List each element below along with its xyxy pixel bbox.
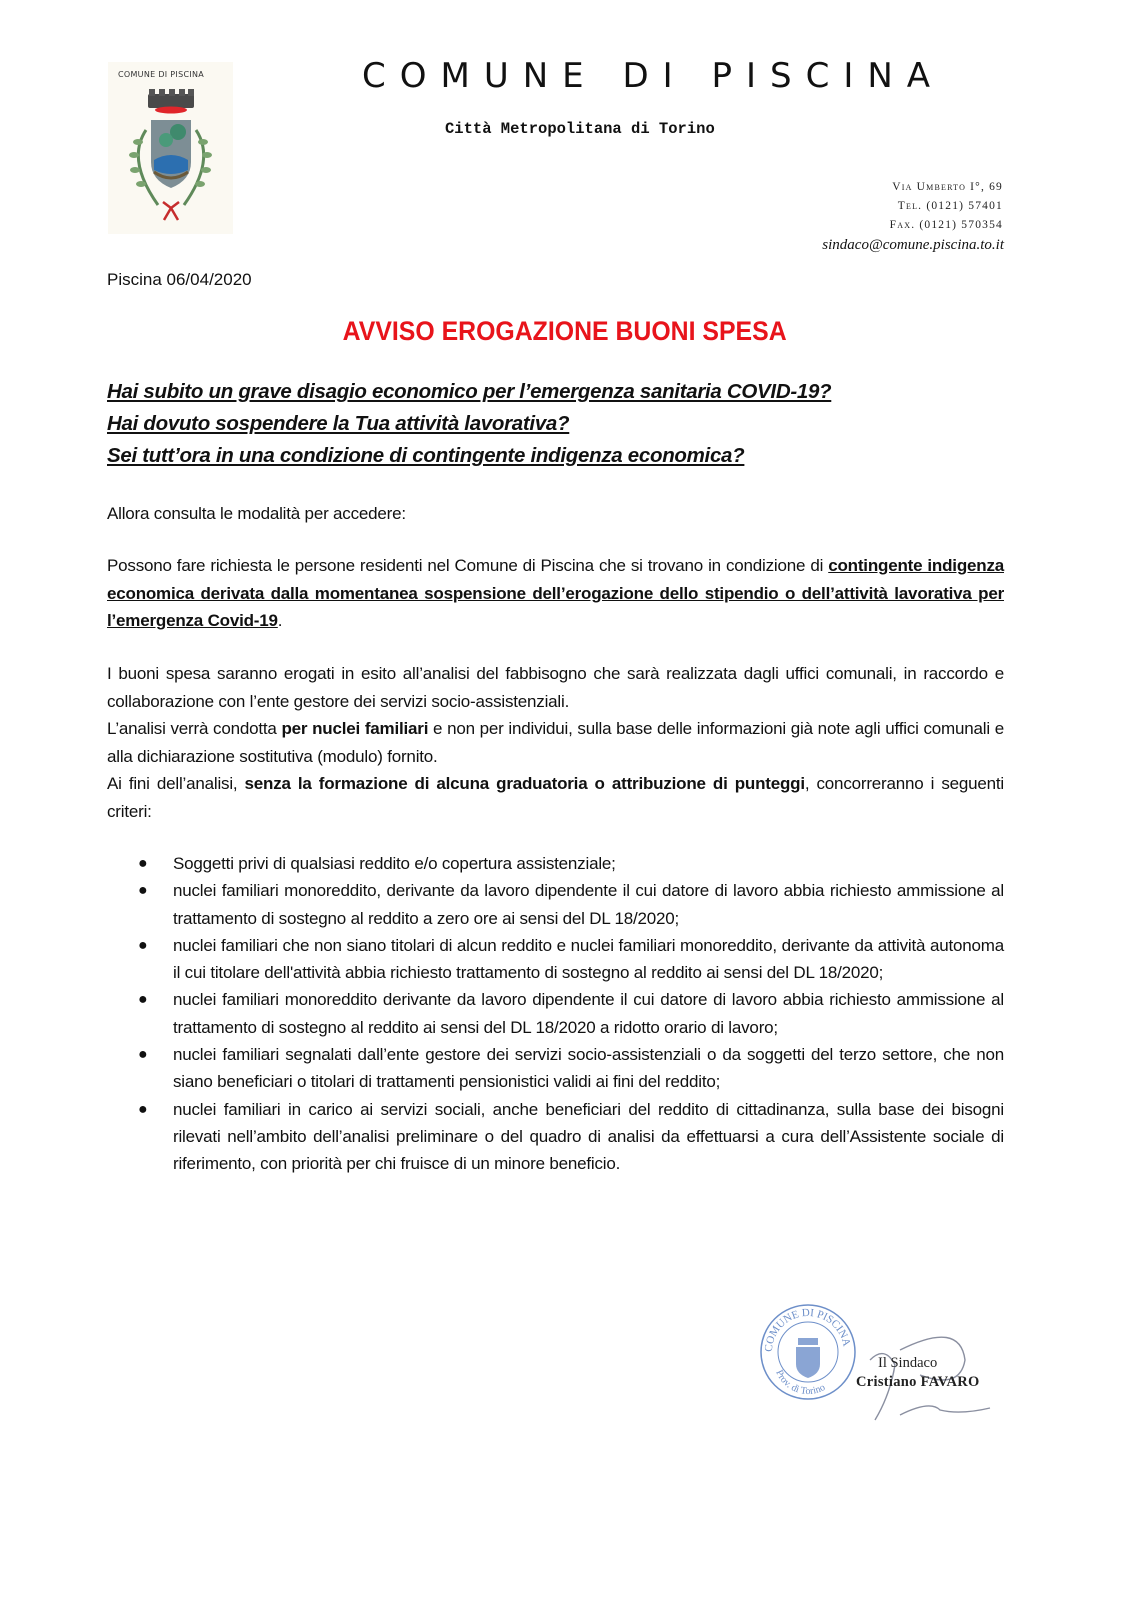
phone: Tel. (0121) 57401 bbox=[897, 200, 1003, 212]
address: Via Umberto I°, 69 bbox=[892, 181, 1003, 193]
analysis-line-3-pre: Ai fini dell’analisi, bbox=[107, 774, 245, 793]
bullet-icon: ● bbox=[138, 882, 148, 900]
intro-text: Allora consulta le modalità per accedere: bbox=[107, 504, 406, 523]
analysis-line-2-post: e non per individui, sulla base delle informazioni già note agli uffici comunali e alla dichiarazione sostitutiva (modulo) fornito. bbox=[107, 719, 1004, 766]
fax: Fax. (0121) 570354 bbox=[889, 219, 1003, 231]
contact-block bbox=[890, 178, 1003, 235]
criteria-item bbox=[138, 986, 1004, 1041]
bullet-icon: ● bbox=[138, 936, 148, 954]
criteria-item bbox=[138, 1041, 1004, 1096]
criteria-item bbox=[138, 1096, 1004, 1178]
criteria-item bbox=[138, 850, 1004, 877]
analysis-line-3-post: , concorreranno i seguenti criteri: bbox=[107, 774, 1004, 821]
svg-text:COMUNE DI PISCINA: COMUNE DI PISCINA bbox=[762, 1306, 853, 1353]
notice-title: AVVISO EROGAZIONE BUONI SPESA bbox=[342, 316, 787, 346]
signatory-name: Cristiano FAVARO bbox=[856, 1374, 980, 1390]
bullet-icon: ● bbox=[138, 1046, 148, 1064]
criteria-list bbox=[138, 850, 1004, 1178]
criteria-text: nuclei familiari monoreddito derivante da lavoro dipendente il cui datore di lavoro abbia richiesto ammissione al trattamento di sostegno al reddito ai sensi del DL 18/2020 a ridotto orario di lavoro; bbox=[173, 990, 1004, 1037]
eligibility-lead: Possono fare richiesta le persone residenti nel Comune di Piscina che si trovano in condizione di bbox=[107, 556, 829, 575]
bullet-icon: ● bbox=[138, 855, 148, 872]
eligibility-tail: . bbox=[277, 611, 283, 630]
bullet-icon: ● bbox=[138, 991, 148, 1009]
question-3: Sei tutt’ora in una condizione di contingente indigenza economica? bbox=[107, 444, 745, 467]
date-line: Piscina 06/04/2020 bbox=[107, 270, 252, 289]
svg-text:Prov. di Torino: Prov. di Torino bbox=[773, 1368, 828, 1398]
signatory-role: Il Sindaco bbox=[878, 1355, 938, 1371]
analysis-line-3-bold: senza la formazione di alcuna graduatoria o attribuzione di punteggi bbox=[244, 774, 805, 793]
question-2: Hai dovuto sospendere la Tua attività lavorativa? bbox=[107, 412, 570, 435]
question-1: Hai subito un grave disagio economico per l’emergenza sanitaria COVID-19? bbox=[107, 380, 832, 403]
criteria-text: nuclei familiari monoreddito, derivante da lavoro dipendente il cui datore di lavoro abbia richiesto ammissione al trattamento di sostegno al reddito a zero ore ai sensi del DL 18/2020; bbox=[173, 881, 1004, 928]
municipality-title: COMUNE DI PISCINA bbox=[362, 56, 945, 96]
questions-block bbox=[107, 376, 831, 472]
criteria-text: nuclei familiari segnalati dall’ente gestore dei servizi socio-assistenziali o da soggetti del terzo settore, che non siano beneficiari o titolari di trattamenti pensionistici validi ai fini del reddito; bbox=[173, 1045, 1004, 1092]
analysis-line-1: I buoni spesa saranno erogati in esito all’analisi del fabbisogno che sarà realizzata dagli uffici comunali, in raccordo e collaborazione con l’ente gestore dei servizi socio-assistenziali. bbox=[107, 664, 1004, 711]
analysis-line-2-pre: L’analisi verrà condotta bbox=[107, 719, 282, 738]
criteria-item bbox=[138, 877, 1004, 932]
analysis-line-3 bbox=[107, 770, 1004, 825]
crest-label: COMUNE DI PISCINA bbox=[118, 70, 205, 79]
analysis-line-2 bbox=[107, 715, 1004, 770]
analysis-paragraph bbox=[107, 660, 1004, 825]
criteria-text: nuclei familiari in carico ai servizi sociali, anche beneficiari del reddito di cittadinanza, sulla base dei bisogni rilevati nell’ambito dell’analisi preliminare o del quadro di analisi da effettuarsi a cura dell’Assistente sociale di riferimento, con priorità per chi fruisce di un minore beneficio. bbox=[173, 1099, 1004, 1174]
analysis-line-2-bold: per nuclei familiari bbox=[281, 719, 429, 738]
municipal-crest bbox=[108, 62, 233, 234]
bullet-icon: ● bbox=[138, 1100, 148, 1118]
criteria-item bbox=[138, 932, 1004, 987]
email-address: sindaco@comune.piscina.to.it bbox=[822, 237, 1004, 253]
eligibility-emphasis: contingente indigenza economica derivata dalla momentanea sospensione dell’erogazione dello stipendio o dell’attività lavorativa per l’emergenza Covid-19 bbox=[107, 556, 1004, 630]
eligibility-paragraph bbox=[107, 552, 1004, 635]
criteria-text: Soggetti privi di qualsiasi reddito e/o copertura assistenziale; bbox=[173, 854, 616, 873]
coat-of-arms-icon bbox=[108, 80, 233, 230]
criteria-text: nuclei familiari che non siano titolari di alcun reddito e nuclei familiari monoreddito, derivante da attività autonoma il cui titolare dell'attività abbia richiesto trattamento di sostegno al reddito ai sensi del DL 18/2020; bbox=[173, 935, 1004, 983]
municipality-subtitle: Città Metropolitana di Torino bbox=[445, 120, 715, 138]
